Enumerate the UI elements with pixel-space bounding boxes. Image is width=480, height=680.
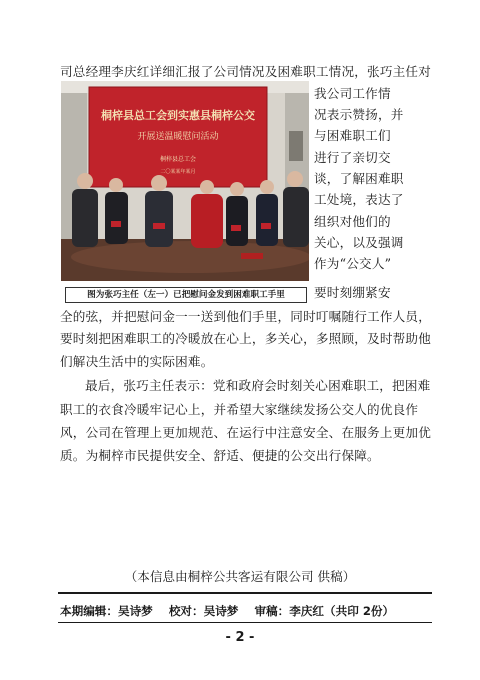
banner-title: 桐梓县总工会到实惠县桐梓公交 [101,109,255,122]
paragraph-1-full-line-3: 们解决生活中的实际困难。 [60,354,214,369]
paragraph-1-full-line-2: 要时刻把困难职工的冷暖放在心上，多关心，多照顾，及时帮助他 [60,331,432,346]
reviewer-label: 审稿：李庆红（共印 2份） [254,604,395,618]
paragraph-2-line-2: 职工的衣食冷暖牢记心上，并希望大家继续发扬公交人的优良作 [60,402,419,417]
paragraph-1-line-1: 司总经理李庆红详细汇报了公司情况及困难职工情况，张巧主任对 [60,64,432,79]
wrap-line-4: 进行了亲切交 [314,150,391,165]
editor-label: 本期编辑：吴诗梦 [60,604,153,618]
wrap-line-1: 我公司工作情 [314,86,391,101]
banner-subtitle: 开展送温暖慰问活动 [137,132,219,142]
banner-org: 桐梓县总工会 [159,156,197,163]
page-number: - 2 - [225,630,255,645]
wrap-line-10: 要时刻绷紧安 [314,285,391,300]
wrap-line-7: 组织对他们的 [314,214,391,229]
paragraph-1-full-line-1: 全的弦，并把慰问金一一送到他们手里，同时叮嘱随行工作人员， [60,309,432,324]
proofreader-label: 校对：吴诗梦 [168,604,239,618]
wrap-line-8: 关心，以及强调 [314,235,404,250]
wrap-line-6: 工处境，表达了 [314,192,404,207]
wrap-line-9: 作为“公交人” [314,256,392,271]
footer-bottom-rule [58,622,432,623]
wrap-line-3: 与困难职工们 [314,128,391,143]
wrap-line-5: 谈，了解困难职 [314,171,404,186]
source-credit: （本信息由桐梓公共客运有限公司 供稿） [124,569,356,584]
footer-top-rule [58,592,432,594]
paragraph-2-line-4: 质。为桐梓市民提供安全、舒适、便捷的公交出行保障。 [60,448,380,463]
footer-info [60,603,406,619]
wrap-line-2: 况表示赞扬，并 [314,107,404,122]
photo-block [61,81,309,302]
paragraph-2-line-3: 风，公司在管理上更加规范、在运行中注意安全、在服务上更加优 [60,425,432,440]
event-photo [61,81,309,281]
photo-caption: 图为张巧主任（左一）已把慰问金发到困难职工手里 [65,287,307,303]
paragraph-2-line-1: 最后，张巧主任表示：党和政府会时刻关心困难职工，把困难 [85,378,431,393]
banner-date: 二〇某某年某月 [160,169,196,175]
